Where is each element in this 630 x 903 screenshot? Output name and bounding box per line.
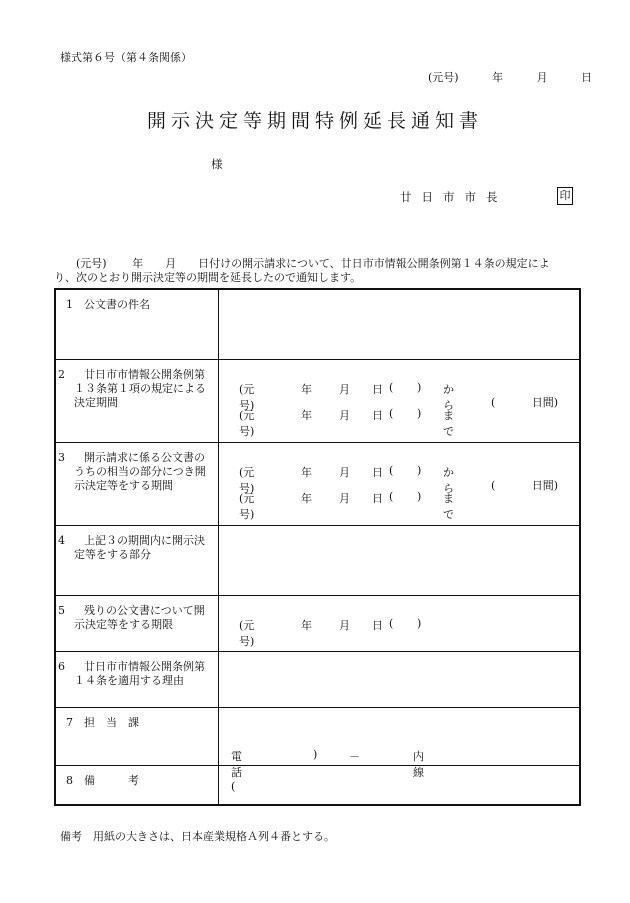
row-label	[55, 595, 219, 651]
table-row	[55, 595, 580, 651]
day-label: 日	[372, 382, 383, 396]
paren-close: )	[417, 406, 422, 420]
notice-line-1: (元号) 年 月 日付けの開示請求について、廿日市市情報公開条例第１４条の規定によ	[76, 257, 550, 270]
era-label: (元号)	[239, 408, 255, 438]
partial-scope-field[interactable]	[219, 525, 581, 595]
era-label: (元号)	[239, 465, 255, 495]
row-label-text: 公文書の件名	[84, 298, 150, 311]
footnote: 備考 用紙の大きさは、日本産業規格Ａ列４番とする。	[60, 830, 335, 843]
paren-open: (	[389, 406, 394, 420]
paren-close: )	[417, 380, 422, 394]
year-label: 年	[301, 618, 312, 632]
phone-ext: 内線	[413, 749, 424, 779]
day-label: 日	[372, 618, 383, 632]
row-label-text: 担 当 課	[84, 715, 139, 729]
issuer-name: 廿日市市長	[400, 190, 508, 204]
row-label-text: 上記３の期間内に開示決定等をする部分	[74, 533, 205, 561]
paren-open: (	[389, 489, 394, 503]
table-row	[55, 707, 580, 765]
days-count: ( 日間)	[491, 478, 559, 492]
phone-label: 電話 (	[231, 749, 242, 793]
row-number: 2	[58, 367, 65, 381]
row-label-text: 備 考	[84, 773, 139, 787]
until-label: まで	[443, 491, 454, 521]
day-label: 日	[372, 491, 383, 505]
notice-body	[54, 257, 584, 285]
row-number: 8	[66, 773, 73, 787]
remarks-field[interactable]	[219, 765, 581, 805]
reason-field[interactable]	[219, 651, 581, 707]
row-label	[55, 289, 219, 359]
month-label: 月	[339, 465, 350, 479]
era-label: (元号)	[239, 382, 255, 412]
table-row	[55, 359, 580, 442]
era-label: (元号)	[239, 491, 255, 521]
row-number: 7	[66, 715, 73, 729]
subject-field[interactable]	[219, 289, 581, 359]
year-label: 年	[301, 465, 312, 479]
table-row	[55, 525, 580, 595]
seal-mark: 印	[557, 187, 573, 205]
from-label: から	[443, 465, 454, 495]
row-label	[55, 651, 219, 707]
notice-line-2: り、次のとおり開示決定等の期間を延長したので通知します。	[54, 271, 362, 284]
decision-period-field[interactable]	[219, 359, 581, 442]
row-number: 3	[58, 450, 65, 464]
row-label	[55, 525, 219, 595]
paren-close: )	[417, 489, 422, 503]
day-label: 日	[372, 465, 383, 479]
row-label	[55, 442, 219, 525]
year-label: 年	[301, 491, 312, 505]
table-row	[55, 289, 580, 359]
row-label	[55, 359, 219, 442]
row-label-text: 廿日市市情報公開条例第１４条を適用する理由	[74, 659, 205, 687]
row-label-text: 開示請求に係る公文書のうちの相当の部分につき開示決定等をする期間	[74, 450, 206, 492]
month-label: 月	[339, 491, 350, 505]
row-number: 1	[66, 298, 73, 311]
addressee-suffix: 様	[211, 157, 223, 171]
partial-period-field[interactable]	[219, 442, 581, 525]
remaining-deadline-field[interactable]	[219, 595, 581, 651]
year-label: 年	[301, 408, 312, 422]
row-label-text: 廿日市市情報公開条例第１３条第１項の規定による決定期間	[74, 367, 206, 409]
days-count: ( 日間)	[491, 395, 559, 409]
month-label: 月	[339, 382, 350, 396]
date-era: (元号)	[428, 71, 459, 84]
month-label: 月	[339, 618, 350, 632]
row-label	[55, 707, 219, 765]
table-row	[55, 651, 580, 707]
paren-close: )	[417, 463, 422, 477]
until-label: まで	[443, 408, 454, 438]
paren-open: (	[389, 380, 394, 394]
row-label-text: 残りの公文書について開示決定等をする期限	[74, 603, 205, 631]
row-number: 5	[58, 603, 65, 617]
table-row	[55, 765, 580, 805]
date-year: 年	[492, 71, 504, 84]
day-label: 日	[372, 408, 383, 422]
issue-date	[428, 69, 592, 85]
department-field[interactable]	[219, 707, 581, 793]
row-label	[55, 765, 219, 805]
row-number: 6	[58, 659, 65, 673]
row-number: 4	[58, 533, 65, 547]
form-number: 様式第６号（第４条関係）	[60, 51, 192, 64]
from-label: から	[443, 382, 454, 412]
date-day: 日	[581, 71, 593, 84]
paren-open: (	[389, 463, 394, 477]
year-label: 年	[301, 382, 312, 396]
table-row	[55, 442, 580, 525]
page-title: 開示決定等期間特例延長通知書	[146, 110, 483, 132]
paren-open: (	[389, 616, 394, 630]
phone-dash: －	[349, 749, 360, 763]
notice-table	[54, 288, 581, 806]
paren-close: )	[417, 616, 422, 630]
phone-close: )	[313, 747, 318, 761]
date-month: 月	[536, 71, 548, 84]
month-label: 月	[339, 408, 350, 422]
era-label: (元号)	[239, 618, 255, 648]
